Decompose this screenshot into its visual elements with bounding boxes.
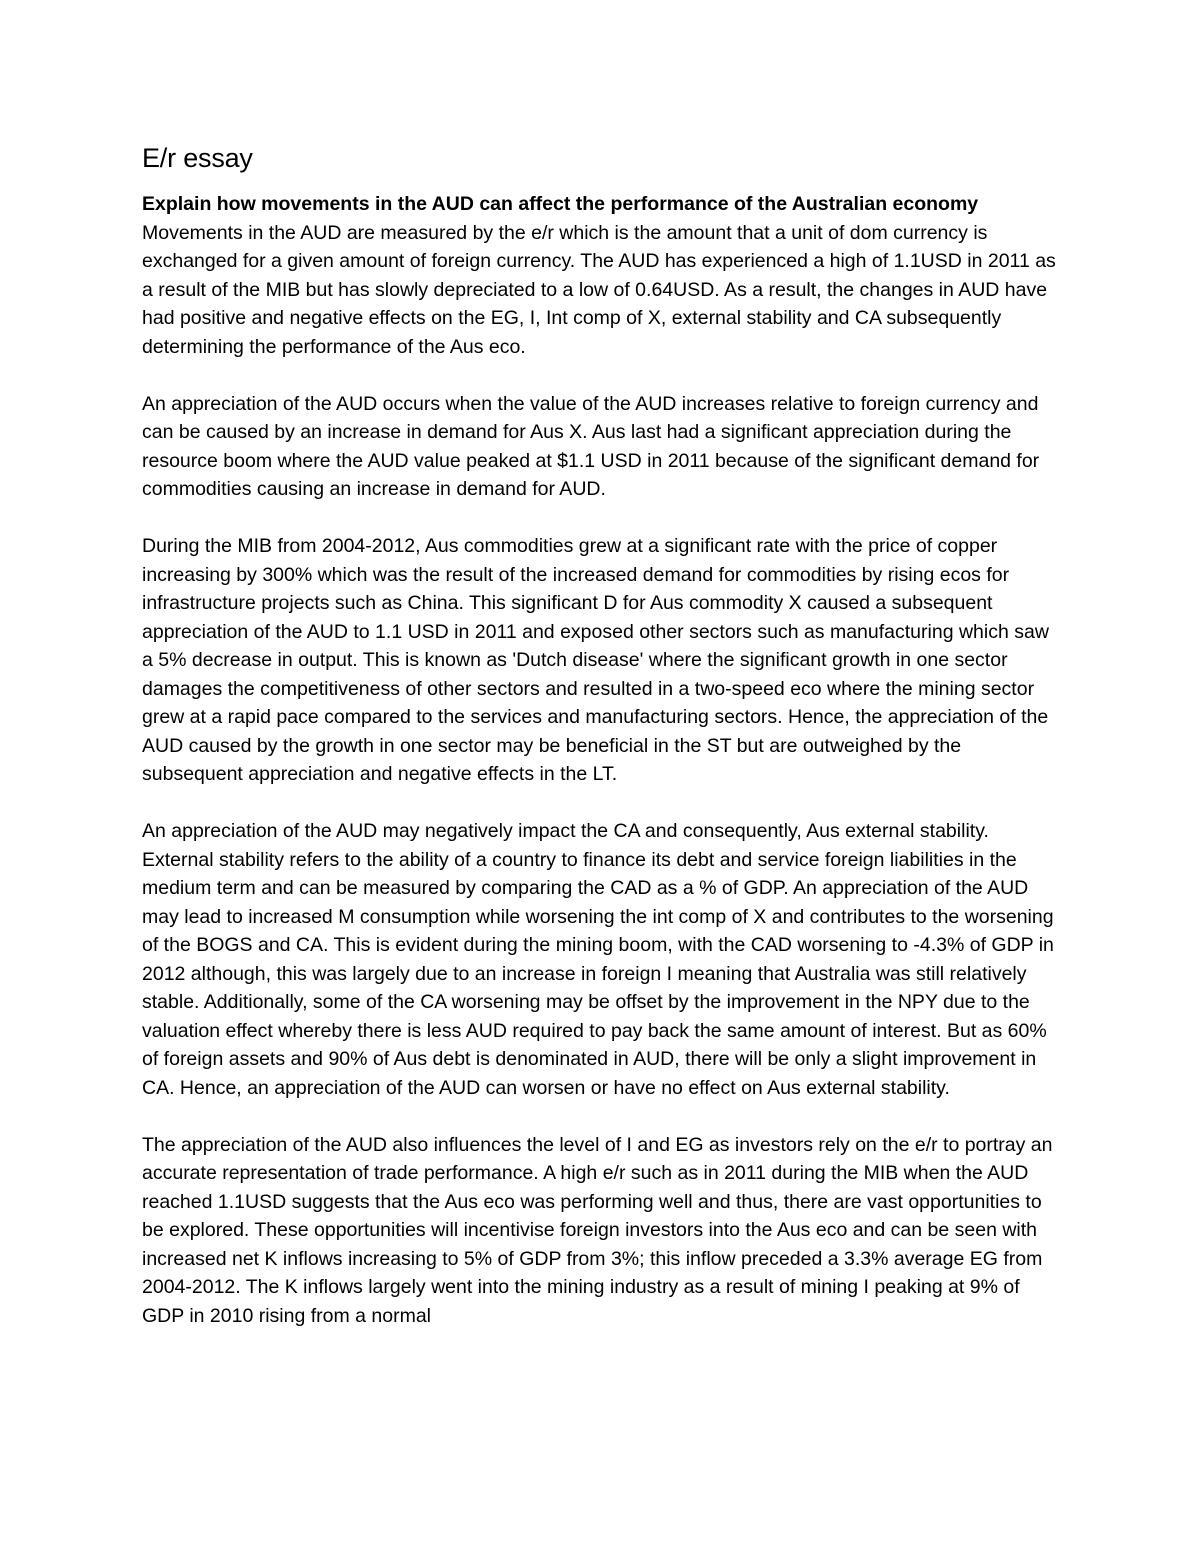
paragraph-investment-growth: The appreciation of the AUD also influences the level of I and EG as investors rely on the e/r to portray an accurate representation of trade performance. A high e/r such as in 2011 during the MIB when the AUD reached 1.1USD suggests that the Aus eco was performing well and thus, there are vast opportunities to be explored. These opportunities will incentivise foreign investors into the Aus eco and can be seen with increased net K inflows increasing to 5% of GDP from 3%; this inflow preceded a 3.3% average EG from 2004-2012. The K inflows largely went into the mining industry as a result of mining I peaking at 9% of GDP in 2010 rising from a normal	[142, 1133, 1053, 1327]
paragraph-mining-boom: During the MIB from 2004-2012, Aus commodities grew at a significant rate with the price of copper increasing by 300% which was the result of the increased demand for commodities by rising ecos for infrastructure projects such as China. This significant D for Aus commodity X caused a subsequent appreciation of the AUD to 1.1 USD in 2011 and exposed other sectors such as manufacturing which saw a 5% decrease in output. This is known as 'Dutch disease' where the significant growth in one sector damages the competitiveness of other sectors and resulted in a two-speed eco where the mining sector grew at a rapid pace compared to the services and manufacturing sectors. Hence, the appreciation of the AUD caused by the growth in one sector may be beneficial in the ST but are outweighed by the subsequent appreciation and negative effects in the LT.	[142, 535, 1049, 785]
paragraph-intro: Movements in the AUD are measured by the e/r which is the amount that a unit of dom currency is exchanged for a given amount of foreign currency. The AUD has experienced a high of 1.1USD in 2011 as a result of the MIB but has slowly depreciated to a low of 0.64USD. As a result, the changes in AUD have had positive and negative effects on the EG, I, Int comp of X, external stability and CA subsequently determining the performance of the Aus eco.	[142, 221, 1056, 358]
essay-question: Explain how movements in the AUD can affect the performance of the Australian economy	[142, 193, 979, 215]
paragraph-appreciation-definition: An appreciation of the AUD occurs when the value of the AUD increases relative to foreign currency and can be caused by an increase in demand for Aus X. Aus last had a significant appreciation during the resource boom where the AUD value peaked at $1.1 USD in 2011 because of the significant demand for commodities causing an increase in demand for AUD.	[142, 392, 1040, 500]
document-title: E/r essay	[142, 143, 253, 173]
paragraph-external-stability: An appreciation of the AUD may negatively impact the CA and consequently, Aus external stability. External stability refers to the ability of a country to finance its debt and service foreign liabilities in the medium term and can be measured by comparing the CAD as a % of GDP. An appreciation of the AUD may lead to increased M consumption while worsening the int comp of X and contributes to the worsening of the BOGS and CA. This is evident during the mining boom, with the CAD worsening to -4.3% of GDP in 2012 although, this was largely due to an increase in foreign I meaning that Australia was still relatively stable. Additionally, some of the CA worsening may be offset by the improvement in the NPY due to the valuation effect whereby there is less AUD required to pay back the same amount of interest. But as 60% of foreign assets and 90% of Aus debt is denominated in AUD, there will be only a slight improvement in CA. Hence, an appreciation of the AUD can worsen or have no effect on Aus external stability.	[142, 820, 1054, 1099]
document-page	[142, 138, 1062, 1359]
